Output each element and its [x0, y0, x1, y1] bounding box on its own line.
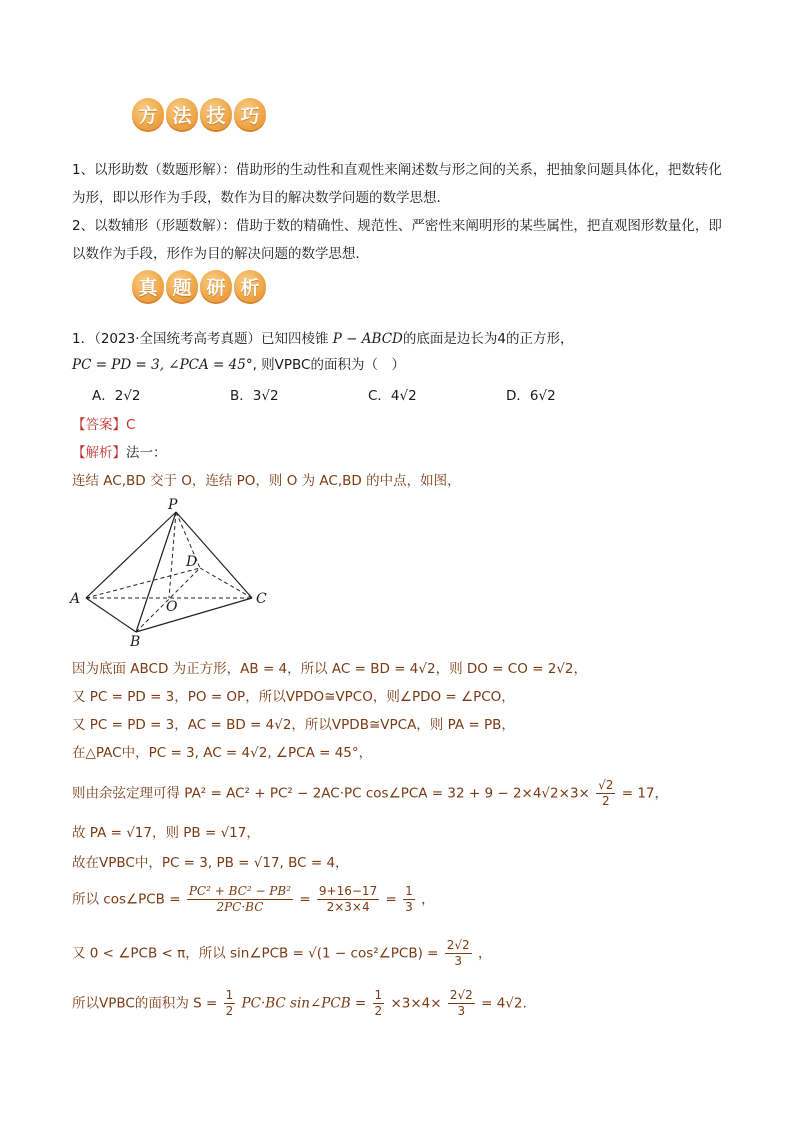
question-ask: , 则VPBC的面积为（ ）: [252, 357, 405, 373]
answer-value: C: [126, 417, 136, 433]
question-number: 1．: [72, 331, 95, 347]
step-connect: 连结 AC,BD 交于 O，连结 PO，则 O 为 AC,BD 的中点，如图，: [72, 473, 461, 489]
badge-char: 题: [166, 270, 198, 302]
step-4: 在△PAC中，PC = 3, AC = 4√2, ∠PCA = 45°，: [72, 745, 373, 761]
fraction: $\frac{1}{3}$: [405, 884, 413, 914]
question-source: （2023·全国统考高考真题）: [94, 331, 261, 347]
fraction: $\frac{√2}{2}$: [598, 778, 614, 808]
fraction: $\frac{\text{PC² + BC² − PB²}}{2PC\cdot BC}$: [188, 884, 292, 914]
question-text: 的底面是边长为4的正方形，: [402, 331, 574, 347]
method-point-1: 1、以形助数（数题形解）：借助形的生动性和直观性来阐述数与形之间的关系，把抽象问题具体化，把数转化为形，即以形作为手段，数作为目的解决数学问题的数学思想．: [72, 162, 722, 206]
option-d: D．6√2: [506, 388, 556, 404]
question-condition: PC = PD = 3, ∠PCA = 45°: [72, 357, 253, 373]
step-8-text: 所以 cos∠PCB =: [72, 891, 181, 908]
comma: ，: [477, 945, 492, 962]
badge-char: 巧: [234, 98, 266, 130]
analysis-label: 【解析】: [72, 445, 126, 461]
label-b: B: [130, 634, 141, 648]
answer-options: [92, 384, 644, 404]
edge-pa: [86, 512, 176, 598]
answer-label: 【答案】: [72, 417, 126, 433]
badge-char: 技: [200, 98, 232, 130]
step-9-text: 又 0 < ∠PCB < π，所以 sin∠PCB = √(1 − cos²∠PCB) =: [72, 945, 439, 962]
label-o: O: [166, 599, 178, 615]
step-10: [72, 988, 527, 1019]
label-d: D: [186, 554, 198, 570]
badge-char: 研: [200, 270, 232, 302]
step-9: [72, 938, 491, 969]
pyramid-name: P − ABCD: [332, 331, 403, 347]
step-7: 故在VPBC中，PC = 3, PB = √17, BC = 4，: [72, 855, 349, 871]
method-point-2: 2、以数辅形（形题数解）：借助于数的精确性、规范性、严密性来阐明形的某些属性，把直观图形数量化，即以数作为手段，形作为目的解决问题的数学思想．: [72, 218, 722, 262]
step-5-text: 则由余弦定理可得 PA² = AC² + PC² − 2AC·PC cos∠PCA = 32 + 9 − 2×4√2×3×: [72, 785, 590, 802]
step-10-expr: PC·BC sin∠PCB =: [241, 995, 367, 1012]
step-10-result: = 4√2.: [481, 995, 527, 1012]
analysis-method: 法一：: [126, 445, 167, 461]
badge-char: 方: [132, 98, 164, 130]
question-line-2: [72, 354, 405, 376]
step-1: 因为底面 ABCD 为正方形，AB = 4，所以 AC = BD = 4√2，则 DO = CO = 2√2，: [72, 661, 588, 677]
option-a: A．2√2: [92, 388, 141, 404]
equals: =: [385, 891, 397, 908]
step-6: 故 PA = √17，则 PB = √17，: [72, 825, 260, 841]
edge-ad: [86, 568, 200, 598]
step-10-product: ×3×4×: [390, 995, 442, 1012]
edge-ab: [86, 598, 136, 632]
question-line-1: [72, 328, 573, 350]
fraction: $\frac{9+16-17}{2\times 3\times 4}$: [318, 884, 378, 914]
answer-line: [72, 414, 135, 436]
question-text: 已知四棱锥: [261, 331, 329, 347]
option-b: B．3√2: [230, 388, 279, 404]
fraction: $\frac{2√2}{3}$: [446, 938, 470, 968]
label-p: P: [168, 497, 178, 513]
step-5-result: = 17，: [621, 785, 668, 802]
edge-po: [169, 512, 176, 598]
badge-char: 真: [132, 270, 164, 302]
label-c: C: [256, 591, 267, 607]
badge-char: 析: [234, 270, 266, 302]
step-2: 又 PC = PD = 3，PO = OP，所以VPDO≅VPCO，则∠PDO = ∠PCO，: [72, 689, 515, 705]
fraction: $\frac{2√2}{3}$: [449, 988, 473, 1018]
section-title-exam: [132, 270, 266, 304]
section-title-method: [132, 98, 266, 132]
option-c: C．4√2: [368, 388, 417, 404]
equals: =: [299, 891, 311, 908]
fraction: $\frac{1}{2}$: [225, 988, 234, 1018]
step-3: 又 PC = PD = 3，AC = BD = 4√2，所以VPDB≅VPCA，则 PA = PB，: [72, 717, 515, 733]
edge-dc: [200, 568, 252, 598]
step-5: [72, 778, 668, 809]
label-a: A: [70, 591, 81, 607]
badge-char: 法: [166, 98, 198, 130]
step-10-text: 所以VPBC的面积为 S =: [72, 995, 218, 1012]
fraction: $\frac{1}{2}$: [374, 988, 383, 1018]
analysis-line: [72, 442, 167, 464]
step-8: [72, 884, 435, 915]
comma: ，: [421, 891, 435, 908]
pyramid-figure: [66, 496, 276, 648]
